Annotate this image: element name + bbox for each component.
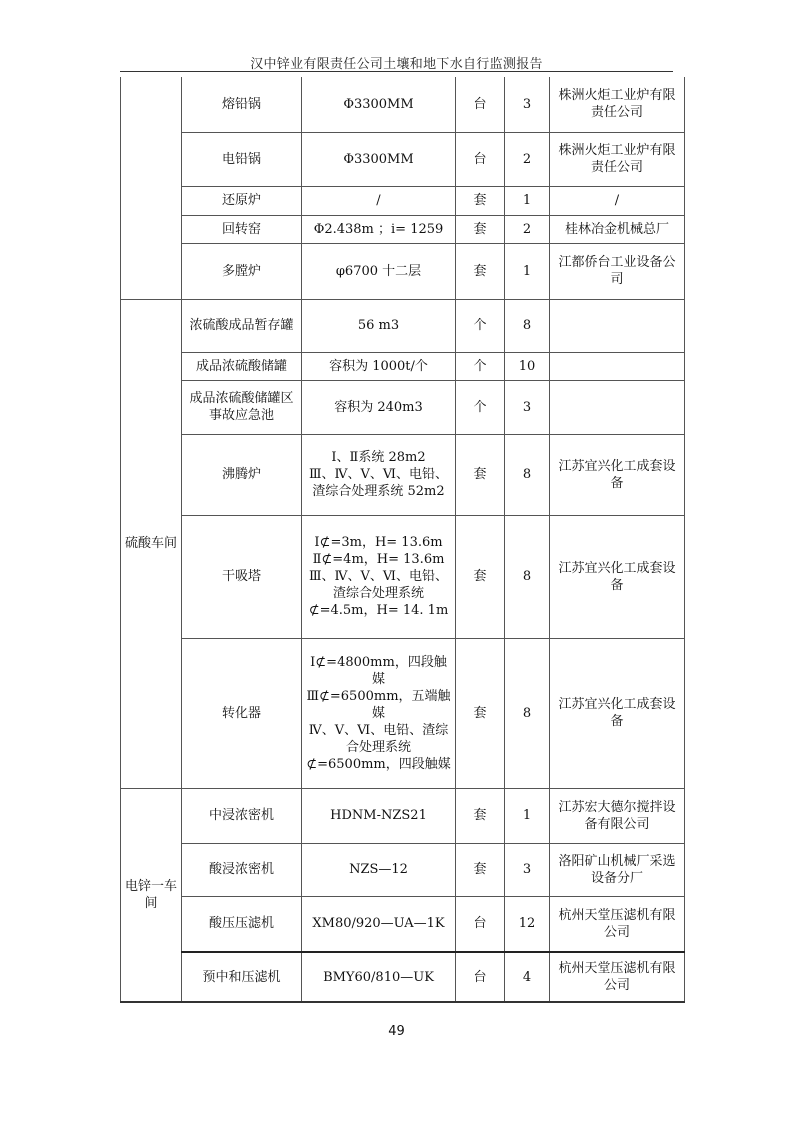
- equipment-spec: /: [302, 186, 456, 215]
- equipment-name: 预中和压滤机: [182, 952, 302, 1002]
- equipment-maker: 株洲火炬工业炉有限责任公司: [550, 132, 685, 186]
- equipment-unit: 套: [456, 843, 505, 896]
- header-rule: [120, 71, 673, 72]
- equipment-name: 转化器: [182, 638, 302, 788]
- table-row: [121, 380, 685, 434]
- equipment-qty: 12: [505, 896, 550, 952]
- equipment-qty: 4: [505, 952, 550, 1002]
- equipment-name: 沸腾炉: [182, 434, 302, 515]
- equipment-maker: [550, 299, 685, 352]
- equipment-maker: 株洲火炬工业炉有限责任公司: [550, 77, 685, 132]
- equipment-maker: 江苏宜兴化工成套设备: [550, 434, 685, 515]
- equipment-qty: 8: [505, 515, 550, 638]
- table-row: [121, 788, 685, 843]
- equipment-maker: 杭州天堂压滤机有限公司: [550, 952, 685, 1002]
- equipment-qty: 3: [505, 843, 550, 896]
- table-row: [121, 243, 685, 299]
- table-row: [121, 843, 685, 896]
- group-label-acid-workshop: 硫酸车间: [121, 299, 182, 788]
- equipment-name: 酸压压滤机: [182, 896, 302, 952]
- group-label-zinc-workshop: 电锌一车间: [121, 788, 182, 1002]
- equipment-name: 浓硫酸成品暂存罐: [182, 299, 302, 352]
- equipment-spec: NZS—12: [302, 843, 456, 896]
- table-row: [121, 132, 685, 186]
- equipment-maker: 江苏宏大德尔搅拌设备有限公司: [550, 788, 685, 843]
- equipment-spec: HDNM-NZS21: [302, 788, 456, 843]
- equipment-unit: 套: [456, 434, 505, 515]
- equipment-spec: Φ3300MM: [302, 77, 456, 132]
- equipment-spec: Ⅰ⊄=3m，H= 13.6m Ⅱ⊄=4m，H= 13.6m Ⅲ、Ⅳ、Ⅴ、Ⅵ、电铅、 渣综合处理系统⊄=4.5m，H= 14. 1m: [302, 515, 456, 638]
- table-row: [121, 638, 685, 788]
- equipment-maker: /: [550, 186, 685, 215]
- equipment-maker: 洛阳矿山机械厂采选设备分厂: [550, 843, 685, 896]
- equipment-name: 电铅锅: [182, 132, 302, 186]
- equipment-spec: BMY60/810—UK: [302, 952, 456, 1002]
- equipment-maker: [550, 352, 685, 380]
- equipment-qty: 3: [505, 77, 550, 132]
- equipment-qty: 1: [505, 788, 550, 843]
- equipment-name: 成品浓硫酸储罐区事故应急池: [182, 380, 302, 434]
- equipment-name: 成品浓硫酸储罐: [182, 352, 302, 380]
- equipment-unit: 套: [456, 788, 505, 843]
- equipment-spec: 容积为 240m3: [302, 380, 456, 434]
- table-row: [121, 299, 685, 352]
- equipment-maker: [550, 380, 685, 434]
- page-header-title: 汉中锌业有限责任公司土壤和地下水自行监测报告: [250, 57, 543, 72]
- equipment-unit: 套: [456, 515, 505, 638]
- equipment-spec: 容积为 1000t/个: [302, 352, 456, 380]
- equipment-qty: 3: [505, 380, 550, 434]
- equipment-name: 中浸浓密机: [182, 788, 302, 843]
- equipment-table: [120, 77, 685, 1003]
- equipment-qty: 8: [505, 638, 550, 788]
- table-row: [121, 352, 685, 380]
- equipment-maker: 江苏宜兴化工成套设备: [550, 515, 685, 638]
- equipment-maker: 杭州天堂压滤机有限公司: [550, 896, 685, 952]
- equipment-spec: φ6700 十二层: [302, 243, 456, 299]
- equipment-unit: 套: [456, 186, 505, 215]
- table-row: [121, 186, 685, 215]
- equipment-qty: 8: [505, 434, 550, 515]
- equipment-qty: 2: [505, 132, 550, 186]
- table-row: [121, 215, 685, 243]
- equipment-spec: Ⅰ⊄=4800mm，四段触媒 Ⅲ⊄=6500mm，五端触媒 Ⅳ、Ⅴ、Ⅵ、电铅、渣综合处理系统⊄=6500mm，四段触媒: [302, 638, 456, 788]
- equipment-unit: 个: [456, 380, 505, 434]
- equipment-unit: 台: [456, 132, 505, 186]
- equipment-unit: 套: [456, 638, 505, 788]
- table-row: [121, 515, 685, 638]
- group-cell-smelting: [121, 77, 182, 299]
- equipment-unit: 套: [456, 215, 505, 243]
- equipment-qty: 1: [505, 243, 550, 299]
- equipment-unit: 台: [456, 77, 505, 132]
- equipment-unit: 个: [456, 352, 505, 380]
- table-row: [121, 952, 685, 1002]
- equipment-unit: 台: [456, 896, 505, 952]
- page-number: 49: [388, 1024, 405, 1039]
- table-row: [121, 434, 685, 515]
- equipment-qty: 2: [505, 215, 550, 243]
- equipment-spec: 56 m3: [302, 299, 456, 352]
- equipment-spec: Φ3300MM: [302, 132, 456, 186]
- equipment-qty: 1: [505, 186, 550, 215]
- equipment-maker: 桂林冶金机械总厂: [550, 215, 685, 243]
- equipment-spec: Φ2.438m ；i= 1259: [302, 215, 456, 243]
- equipment-spec: XM80/920—UA—1K: [302, 896, 456, 952]
- equipment-name: 还原炉: [182, 186, 302, 215]
- equipment-unit: 台: [456, 952, 505, 1002]
- table-row: [121, 896, 685, 952]
- equipment-qty: 10: [505, 352, 550, 380]
- equipment-name: 酸浸浓密机: [182, 843, 302, 896]
- equipment-maker: 江都侨台工业设备公司: [550, 243, 685, 299]
- table-row: [121, 77, 685, 132]
- equipment-name: 回转窑: [182, 215, 302, 243]
- equipment-spec: Ⅰ、Ⅱ系统 28m2 Ⅲ、Ⅳ、Ⅴ、Ⅵ、电铅、渣综合处理系统 52m2: [302, 434, 456, 515]
- equipment-unit: 个: [456, 299, 505, 352]
- equipment-name: 多膛炉: [182, 243, 302, 299]
- equipment-qty: 8: [505, 299, 550, 352]
- equipment-unit: 套: [456, 243, 505, 299]
- equipment-name: 干吸塔: [182, 515, 302, 638]
- equipment-maker: 江苏宜兴化工成套设备: [550, 638, 685, 788]
- equipment-name: 熔铅锅: [182, 77, 302, 132]
